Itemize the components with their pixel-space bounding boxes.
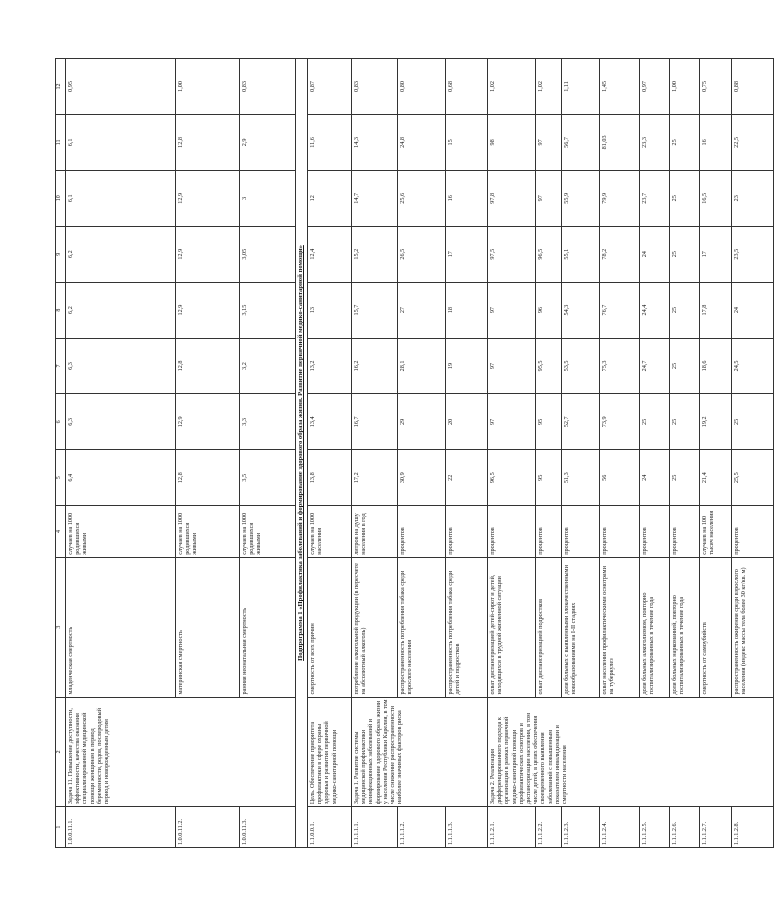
row-value: 78,2 [600, 226, 640, 282]
row-value: 25 [670, 114, 700, 170]
row-value: 24 [640, 226, 670, 282]
row-value: 96,5 [488, 449, 536, 505]
row-value: 15,2 [352, 226, 398, 282]
row-indicator: младенческая смертность [66, 557, 176, 697]
row-value: 95,5 [536, 338, 562, 394]
row-value: 25,6 [398, 170, 446, 226]
row-value: 6,3 [66, 338, 176, 394]
row-value: 6,1 [66, 170, 176, 226]
column-number-3: 3 [56, 557, 66, 697]
row-value: 3,5 [240, 449, 296, 505]
row-value: 23,5 [732, 226, 774, 282]
row-value: 12,8 [176, 449, 240, 505]
row-value: 0,83 [352, 58, 398, 114]
row-value: 0,80 [398, 58, 446, 114]
row-code: 1.1.1.2.3. [562, 806, 600, 847]
row-value: 12,9 [176, 282, 240, 338]
row-value: 3,15 [240, 282, 296, 338]
row-value: 16 [446, 170, 488, 226]
row-code: 1.1.1.2.5. [640, 806, 670, 847]
row-value: 2,9 [240, 114, 296, 170]
row-value: 56 [600, 449, 640, 505]
row-code: 1.0.0.11.2. [176, 806, 240, 847]
row-value: 18 [446, 282, 488, 338]
row-unit: случаев на 1000 родившихся живыми [176, 505, 240, 557]
row-value: 0,87 [308, 58, 352, 114]
row-value: 12,9 [176, 393, 240, 449]
row-unit: процентов [732, 505, 774, 557]
row-value: 3,2 [240, 338, 296, 394]
row-value: 6,3 [66, 393, 176, 449]
row-indicator: распространенность ожирения среди взрослого населения (индекс массы тела более 30 кг/кв. м) [732, 557, 774, 697]
row-value: 52,7 [562, 393, 600, 449]
row-value: 1,00 [670, 58, 700, 114]
row-value: 25 [640, 393, 670, 449]
row-indicator: ранняя неонатальная смертность [240, 557, 296, 697]
row-unit: процентов [640, 505, 670, 557]
row-value: 0,88 [732, 58, 774, 114]
row-value: 0,68 [446, 58, 488, 114]
row-value: 25 [732, 393, 774, 449]
row-code: 1.1.1.2.7. [700, 806, 732, 847]
row-value: 97 [488, 282, 536, 338]
table-body [56, 58, 774, 847]
row-value: 30,9 [398, 449, 446, 505]
row-value: 25 [670, 449, 700, 505]
row-value: 0,97 [640, 58, 670, 114]
row-value: 25 [670, 226, 700, 282]
table-row [66, 58, 176, 847]
row-value: 97 [536, 114, 562, 170]
row-indicator: охват населения профилактическими осмотрами на туберкулез [600, 557, 640, 697]
row-value: 16,2 [352, 338, 398, 394]
row-value: 97 [488, 393, 536, 449]
row-value: 54,3 [562, 282, 600, 338]
row-value: 21,4 [700, 449, 732, 505]
row-value: 76,7 [600, 282, 640, 338]
row-value: 24 [640, 449, 670, 505]
column-number-8: 8 [56, 282, 66, 338]
row-value: 17 [700, 226, 732, 282]
column-number-7: 7 [56, 338, 66, 394]
row-value: 13 [308, 282, 352, 338]
row-value: 19,2 [700, 393, 732, 449]
row-value: 56,7 [562, 114, 600, 170]
row-value: 1,45 [600, 58, 640, 114]
row-value: 14,7 [352, 170, 398, 226]
row-unit: процентов [670, 505, 700, 557]
row-value: 16,5 [700, 170, 732, 226]
row-value: 3,3 [240, 393, 296, 449]
row-task: Задача 11. Повышение доступности, эффективности, качества оказания специализированной медицинской помощи женщинам в период беременности, родов, послеродовый период и новорожденным детям [66, 697, 296, 807]
row-value: 12 [308, 170, 352, 226]
row-unit: процентов [398, 505, 446, 557]
row-value: 12,4 [308, 226, 352, 282]
row-indicator: смертность от всех причин [308, 557, 352, 697]
row-value: 18,6 [700, 338, 732, 394]
row-value: 27 [398, 282, 446, 338]
row-value: 24,4 [640, 282, 670, 338]
row-code: 1.0.0.11.3. [240, 806, 296, 847]
row-value: 79,9 [600, 170, 640, 226]
row-code: 1.1.1.1.3. [446, 806, 488, 847]
table-row [308, 58, 352, 847]
row-value: 3,05 [240, 226, 296, 282]
column-number-5: 5 [56, 449, 66, 505]
row-value: 55,9 [562, 170, 600, 226]
row-unit: литров на душу населения в год [352, 505, 398, 557]
row-value: 1,02 [536, 58, 562, 114]
row-value: 12,9 [176, 170, 240, 226]
row-unit: случаев на 1000 родившихся живыми [240, 505, 296, 557]
row-value: 1,00 [176, 58, 240, 114]
indicators-table [55, 58, 774, 848]
row-value: 13,2 [308, 338, 352, 394]
row-value: 55,1 [562, 226, 600, 282]
row-value: 98 [488, 114, 536, 170]
row-value: 17 [446, 226, 488, 282]
row-value: 0,83 [240, 58, 296, 114]
column-number-11: 11 [56, 114, 66, 170]
row-value: 25 [670, 282, 700, 338]
row-indicator: доля больных алкоголизмом, повторно госпитализированных в течение года [640, 557, 670, 697]
row-value: 6,4 [66, 449, 176, 505]
column-number-row [56, 58, 66, 847]
row-value: 0,95 [66, 58, 176, 114]
row-value: 22,5 [732, 114, 774, 170]
row-value: 20 [446, 393, 488, 449]
column-number-1: 1 [56, 806, 66, 847]
rotated-table-canvas [55, 58, 748, 848]
row-code: 1.1.1.1.2. [398, 806, 446, 847]
row-indicator: доля больных наркоманией, повторно госпитализированных в течение года [670, 557, 700, 697]
row-value: 17,8 [700, 282, 732, 338]
row-value: 51,3 [562, 449, 600, 505]
row-code: 1.1.0.0.1. [308, 806, 352, 847]
table-row [352, 58, 398, 847]
row-code: 1.1.1.1.1. [352, 806, 398, 847]
row-value: 81,03 [600, 114, 640, 170]
row-value: 23 [732, 170, 774, 226]
row-value: 17,2 [352, 449, 398, 505]
row-value: 22 [446, 449, 488, 505]
row-value: 75,3 [600, 338, 640, 394]
row-task: Задача 2. Реализация дифференцированного подхода к организации в рамках первичной медико-санитарной помощи профилактических осмотров и диспансеризации населения, в том числе детей, в целях обеспечения своевременного выявления заболеваний с повышенным показателем инвалидизации и смертности населения [488, 697, 774, 807]
row-value: 24,8 [398, 114, 446, 170]
row-indicator: материнская смертность [176, 557, 240, 697]
row-unit: процентов [446, 505, 488, 557]
row-value: 25 [670, 170, 700, 226]
row-code: 1.1.1.2.2. [536, 806, 562, 847]
row-value: 28,1 [398, 338, 446, 394]
row-value: 0,75 [700, 58, 732, 114]
column-number-9: 9 [56, 226, 66, 282]
row-unit: процентов [600, 505, 640, 557]
subprogram-row [296, 58, 308, 847]
row-indicator: доля больных с выявленными злокачественными новообразованиями на I-II стадиях [562, 557, 600, 697]
row-code: 1.1.1.2.4. [600, 806, 640, 847]
row-task: Цель. Обеспечение приоритета профилактики в сфере охраны здоровья и развития первичной медико-санитарной помощи [308, 697, 352, 807]
row-value: 12,8 [176, 338, 240, 394]
row-value: 97,8 [488, 170, 536, 226]
row-value: 96,5 [536, 226, 562, 282]
row-value: 95 [536, 449, 562, 505]
row-value: 11,6 [308, 114, 352, 170]
row-task: Задача 1. Развитие системы медицинской профилактики неинфекционных заболеваний и формирование здорового образа жизни у населения Республики Карелия, в том числе снижение распространенности наиболее значимых факторов риска [352, 697, 488, 807]
row-value: 25 [670, 338, 700, 394]
row-value: 23,3 [640, 114, 670, 170]
row-value: 29 [398, 393, 446, 449]
row-value: 97 [488, 338, 536, 394]
row-value: 24 [732, 282, 774, 338]
row-value: 6,2 [66, 282, 176, 338]
column-number-12: 12 [56, 58, 66, 114]
row-indicator: распространенность потребления табака среди взрослого населения [398, 557, 446, 697]
table-row [488, 58, 536, 847]
row-code: 1.1.1.2.8. [732, 806, 774, 847]
column-number-6: 6 [56, 393, 66, 449]
row-value: 15,7 [352, 282, 398, 338]
subprogram-title: Подпрограмма 1 «Профилактика заболеваний и формирование здорового образа жизни. Развитие первичной медико-санитарной помощи» [297, 244, 304, 661]
column-number-10: 10 [56, 170, 66, 226]
row-code: 1.1.1.2.1. [488, 806, 536, 847]
row-value: 15 [446, 114, 488, 170]
row-indicator: потребление алкогольной продукции (в пересчете на абсолютный алкоголь) [352, 557, 398, 697]
row-value: 14,3 [352, 114, 398, 170]
subprogram-title-cell [296, 58, 308, 847]
row-unit: процентов [488, 505, 536, 557]
row-indicator: охват диспансеризацией подростков [536, 557, 562, 697]
row-indicator: охват диспансеризацией детей-сирот и детей, находящихся в трудной жизненной ситуации [488, 557, 536, 697]
row-value: 6,1 [66, 114, 176, 170]
row-value: 13,8 [308, 449, 352, 505]
row-value: 16 [700, 114, 732, 170]
row-value: 24,5 [732, 338, 774, 394]
row-value: 12,9 [176, 226, 240, 282]
row-value: 97 [536, 170, 562, 226]
row-value: 95 [536, 393, 562, 449]
column-number-4: 4 [56, 505, 66, 557]
row-unit: случаев на 1000 родившихся живыми [66, 505, 176, 557]
row-value: 25 [670, 393, 700, 449]
row-value: 1,11 [562, 58, 600, 114]
row-value: 12,8 [176, 114, 240, 170]
row-value: 24,7 [640, 338, 670, 394]
row-value: 25,5 [732, 449, 774, 505]
row-value: 23,7 [640, 170, 670, 226]
row-unit: случаев на 100 тысяч населения [700, 505, 732, 557]
row-value: 19 [446, 338, 488, 394]
row-value: 26,5 [398, 226, 446, 282]
row-value: 53,5 [562, 338, 600, 394]
row-code: 1.1.1.2.6. [670, 806, 700, 847]
row-value: 16,7 [352, 393, 398, 449]
row-value: 3 [240, 170, 296, 226]
row-unit: процентов [536, 505, 562, 557]
row-value: 13,4 [308, 393, 352, 449]
row-value: 96 [536, 282, 562, 338]
row-unit: процентов [562, 505, 600, 557]
row-value: 73,9 [600, 393, 640, 449]
row-indicator: смертность от самоубийств [700, 557, 732, 697]
row-value: 1,02 [488, 58, 536, 114]
row-value: 97,5 [488, 226, 536, 282]
row-code: 1.0.0.11.1. [66, 806, 176, 847]
row-indicator: распространенность потребления табака среди детей и подростков [446, 557, 488, 697]
row-unit: случаев на 1000 населения [308, 505, 352, 557]
column-number-2: 2 [56, 697, 66, 807]
row-value: 6,2 [66, 226, 176, 282]
